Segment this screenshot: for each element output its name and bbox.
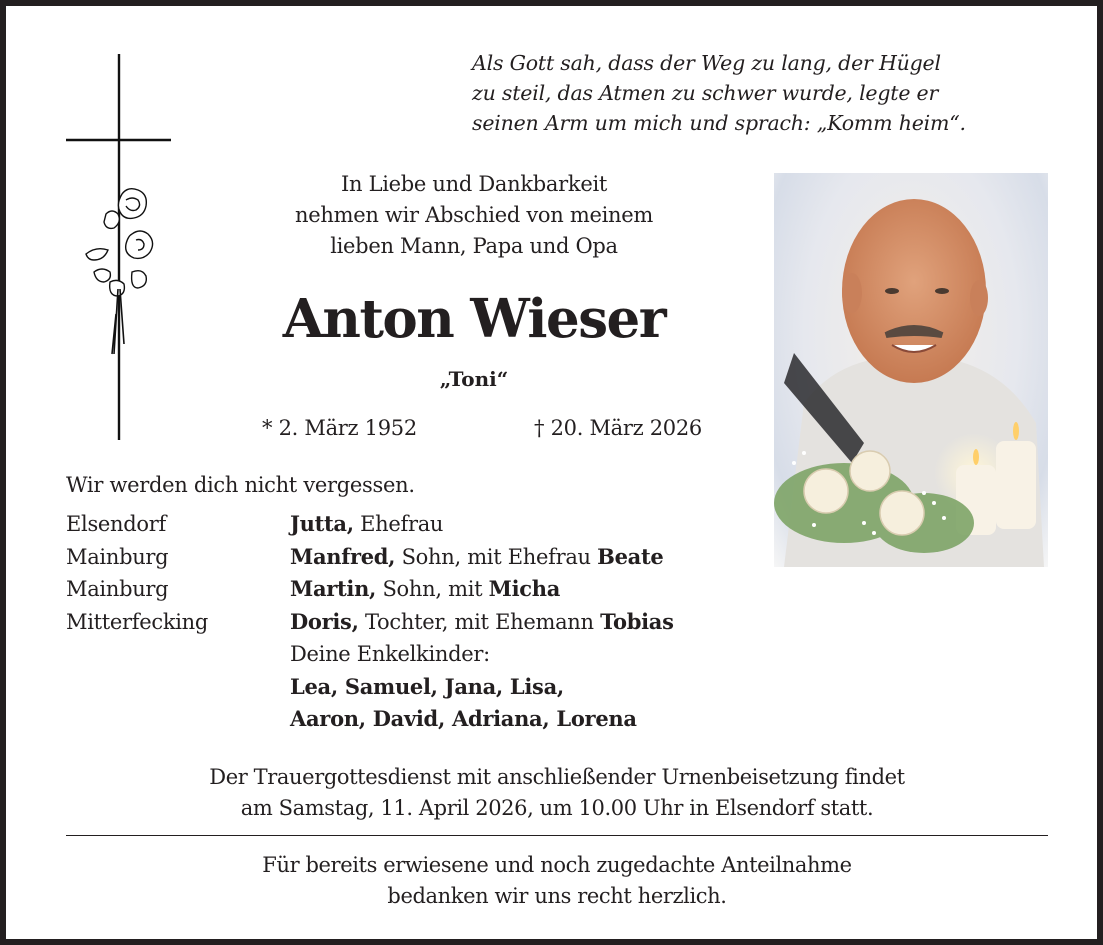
mourner-place	[66, 671, 290, 704]
mourner-row	[66, 671, 674, 704]
deceased-nickname: „Toni“	[439, 367, 509, 391]
grandchildren-names: Lea, Samuel, Jana, Lisa,	[290, 673, 564, 699]
mourner-place: Elsendorf	[66, 512, 166, 536]
death-date: † 20. März 2026	[534, 416, 702, 440]
quote-line: seinen Arm um mich und sprach: „Komm heim“.	[472, 111, 966, 135]
life-dates	[262, 413, 702, 443]
mourner-row	[66, 703, 674, 736]
thanks-line: bedanken wir uns recht herzlich.	[387, 884, 727, 908]
mourner-place: Mitterfecking	[66, 609, 209, 634]
thanks-line: Für bereits erwiesene und noch zugedachte Anteilnahme	[262, 853, 852, 877]
portrait-photo	[774, 173, 1048, 567]
quote-line: Als Gott sah, dass der Weg zu lang, der Hügel	[472, 51, 941, 75]
birth-date: * 2. März 1952	[262, 416, 417, 440]
mourner-relation: Manfred, Sohn, mit Ehefrau Beate	[290, 543, 664, 569]
grandchildren-names: Aaron, David, Adriana, Lorena	[290, 706, 637, 731]
tagline: Wir werden dich nicht vergessen.	[66, 473, 415, 497]
mourner-row	[66, 508, 674, 541]
mourners-list	[66, 508, 674, 736]
intro-line: lieben Mann, Papa und Opa	[330, 234, 618, 258]
mourner-place	[66, 703, 290, 736]
mourner-row	[66, 541, 674, 574]
intro-line: nehmen wir Abschied von meinem	[295, 203, 653, 227]
quote-verse	[472, 48, 1072, 138]
thanks-note	[66, 850, 1048, 912]
divider	[66, 835, 1048, 836]
intro-text	[244, 169, 704, 262]
mourner-place: Mainburg	[66, 577, 169, 601]
mourner-place	[66, 638, 290, 671]
mourner-row	[66, 606, 674, 639]
quote-line: zu steil, das Atmen zu schwer wurde, legte er	[472, 81, 939, 105]
service-line: Der Trauergottesdienst mit anschließender Urnenbeisetzung findet	[209, 765, 905, 789]
cross-with-roses-icon	[64, 54, 174, 440]
mourner-relation: Martin, Sohn, mit Micha	[290, 576, 561, 601]
service-line: am Samstag, 11. April 2026, um 10.00 Uhr in Elsendorf statt.	[240, 796, 874, 820]
mourner-row	[66, 573, 674, 606]
mourner-relation: Doris, Tochter, mit Ehemann Tobias	[290, 608, 674, 634]
deceased-name: Anton Wieser	[282, 288, 666, 350]
grandchildren-label: Deine Enkelkinder:	[290, 642, 490, 666]
intro-line: In Liebe und Dankbarkeit	[340, 172, 607, 196]
mourner-place: Mainburg	[66, 544, 169, 569]
mourner-relation: Jutta, Ehefrau	[290, 511, 444, 536]
service-announcement	[66, 762, 1048, 824]
mourner-row	[66, 638, 674, 671]
